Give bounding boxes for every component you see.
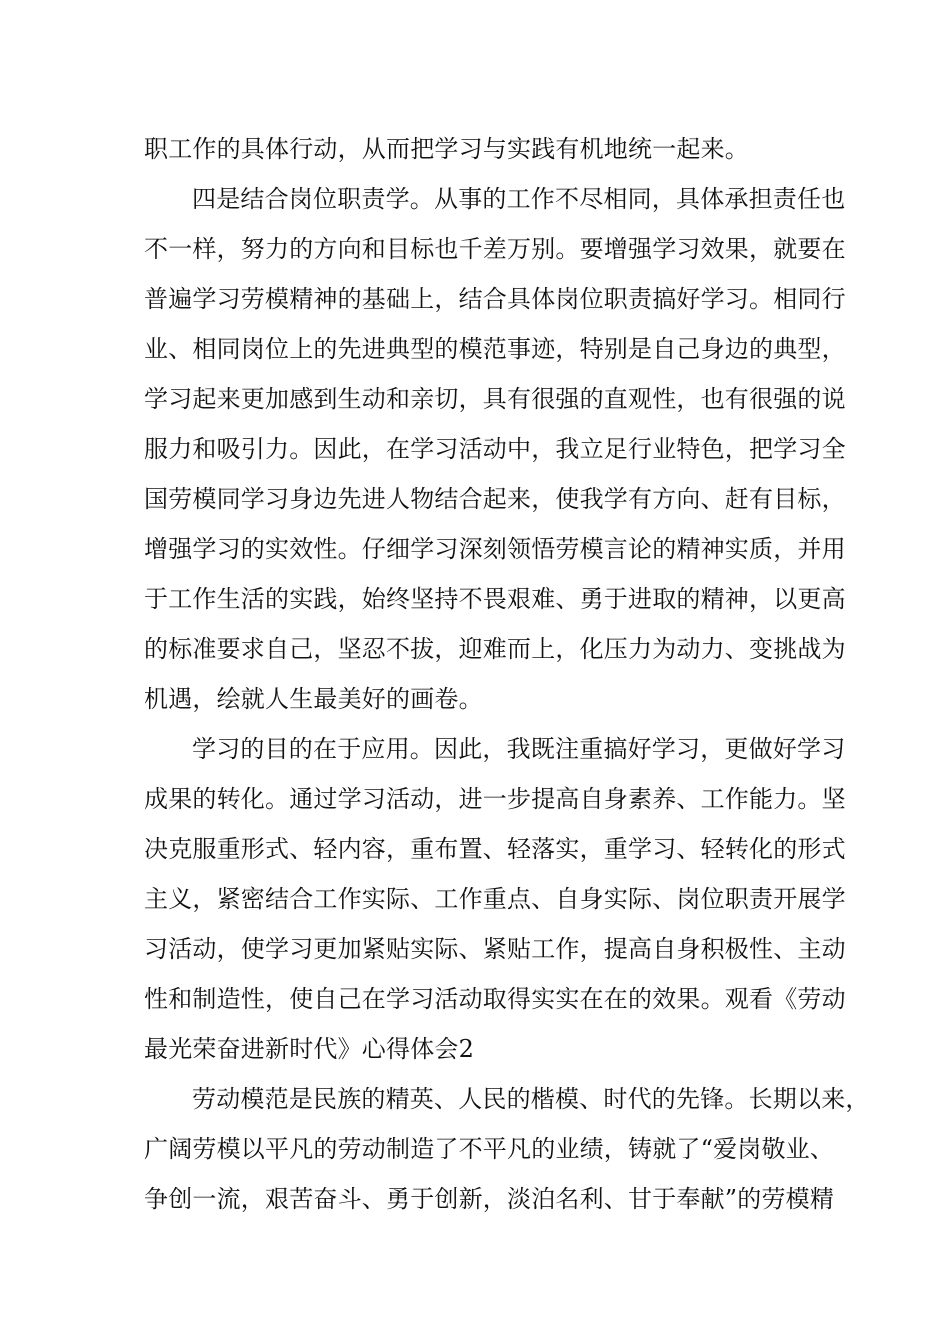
text-line: 最光荣奋进新时代》心得体会2 bbox=[144, 1035, 475, 1063]
text-line: 不一样，努力的方向和目标也千差万别。要增强学习效果，就要在 bbox=[144, 235, 846, 263]
text-line: 主义，紧密结合工作实际、工作重点、自身实际、岗位职责开展学 bbox=[144, 885, 846, 913]
text-line: 职工作的具体行动，从而把学习与实践有机地统一起来。 bbox=[144, 135, 749, 163]
text-line: 增强学习的实效性。仔细学习深刻领悟劳模言论的精神实质，并用 bbox=[144, 535, 846, 563]
paragraph-start-line: 学习的目的在于应用。因此，我既注重搞好学习，更做好学习 bbox=[192, 735, 846, 763]
text-line: 于工作生活的实践，始终坚持不畏艰难、勇于进取的精神，以更高 bbox=[144, 585, 846, 613]
text-line: 习活动，使学习更加紧贴实际、紧贴工作，提高自身积极性、主动 bbox=[144, 935, 846, 963]
text-line: 决克服重形式、轻内容，重布置、轻落实，重学习、轻转化的形式 bbox=[144, 835, 846, 863]
paragraph-start-line: 劳动模范是民族的精英、人民的楷模、时代的先锋。长期以来， bbox=[192, 1085, 870, 1113]
text-line: 服力和吸引力。因此，在学习活动中，我立足行业特色，把学习全 bbox=[144, 435, 846, 463]
paragraph-start-line: 四是结合岗位职责学。从事的工作不尽相同，具体承担责任也 bbox=[192, 185, 846, 213]
text-line: 普遍学习劳模精神的基础上，结合具体岗位职责搞好学习。相同行 bbox=[144, 285, 846, 313]
text-line: 国劳模同学习身边先进人物结合起来，使我学有方向、赶有目标， bbox=[144, 485, 846, 513]
text-line: 性和制造性，使自己在学习活动取得实实在在的效果。观看《劳动 bbox=[144, 985, 846, 1013]
text-line: 业、相同岗位上的先进典型的模范事迹，特别是自己身边的典型， bbox=[144, 335, 846, 363]
text-line: 的标准要求自己，坚忍不拔，迎难而上，化压力为动力、变挑战为 bbox=[144, 635, 846, 663]
text-line: 成果的转化。通过学习活动，进一步提高自身素养、工作能力。坚 bbox=[144, 785, 846, 813]
text-line: 广阔劳模以平凡的劳动制造了不平凡的业绩，铸就了“爱岗敬业、 bbox=[144, 1135, 835, 1163]
text-line: 争创一流，艰苦奋斗、勇于创新，淡泊名利、甘于奉献”的劳模精 bbox=[144, 1185, 835, 1213]
text-line: 机遇，绘就人生最美好的画卷。 bbox=[144, 685, 483, 713]
text-line: 学习起来更加感到生动和亲切，具有很强的直观性，也有很强的说 bbox=[144, 385, 846, 413]
